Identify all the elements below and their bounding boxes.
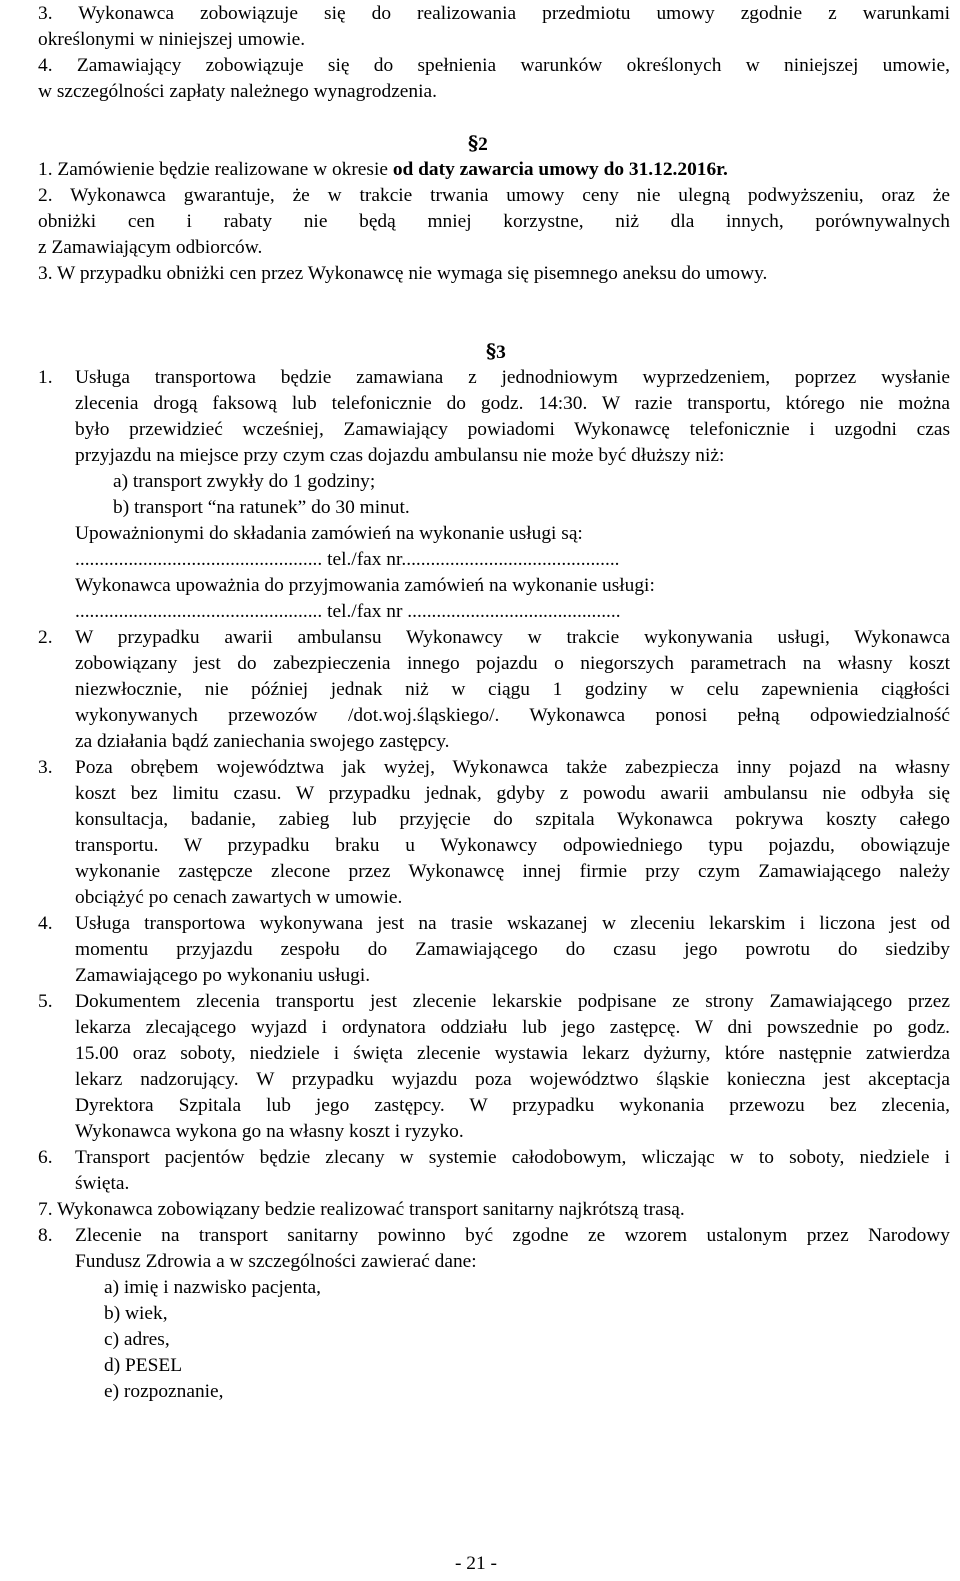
clause-3-1-line-2: zlecenia drogą faksową lub telefonicznie do godz. 14:30. W razie transportu, którego nie można — [75, 393, 950, 414]
clause-3-7: 7. Wykonawca zobowiązany bedzie realizować transport sanitarny najkrótszą trasą. — [38, 1199, 685, 1220]
clause-3-8-line-1: Zlecenie na transport sanitarny powinno być zgodne ze wzorem ustalonym przez Narodowy — [75, 1225, 950, 1246]
clause-3-5-line-2: lekarza zlecającego wyjazd i ordynatora oddziału lub jego zastępcę. W dni powszednie po godz. — [75, 1017, 950, 1038]
clause-3-4-line-3: Zamawiającego po wykonaniu usługi. — [75, 965, 371, 986]
clause-2-1-bold: od daty zawarcia umowy do 31.12.2016r. — [392, 159, 728, 180]
clause-3-3-line-2: koszt bez limitu czasu. W przypadku jednak, gdyby z powodu awarii ambulansu nie odbyła się — [75, 783, 950, 804]
clause-3-8-item-d: d) PESEL — [104, 1355, 183, 1376]
section-sign: § — [486, 340, 497, 363]
clause-3-3-line-5: wykonanie zastępcze zlecone przez Wykonawcę innej firmie przy czym Zamawiającego należy — [75, 861, 950, 882]
clause-2-2-line-2: obniżki cen i rabaty nie będą mniej korzystne, niż dla innych, porównywalnych — [38, 211, 950, 232]
clause-3-5-line-6: Wykonawca wykona go na własny koszt i ryzyko. — [75, 1121, 464, 1142]
clause-2-2-line-1: 2. Wykonawca gwarantuje, że w trakcie trwania umowy ceny nie ulegną podwyższeniu, oraz że — [38, 185, 950, 206]
clause-3-3-line-6: obciążyć po cenach zawartych w umowie. — [75, 887, 403, 908]
clause-1-4-line-2: w szczególności zapłaty należnego wynagrodzenia. — [38, 81, 437, 102]
clause-3-1-number: 1. — [38, 367, 53, 388]
clause-3-3-line-1: Poza obrębem województwa jak wyżej, Wykonawca także zabezpiecza inny pojazd na własny — [75, 757, 950, 778]
clause-3-3-number: 3. — [38, 757, 53, 778]
clause-3-2-line-3: niezwłocznie, nie później jednak niż w ciągu 1 godziny w celu zapewnienia ciągłości — [75, 679, 950, 700]
section-sign: § — [468, 132, 479, 155]
clause-3-1-line-4: przyjazdu na miejsce przy czym czas dojazdu ambulansu nie może być dłuższy niż: — [75, 445, 725, 466]
clause-3-8-item-e: e) rozpoznanie, — [104, 1381, 224, 1402]
clause-1-4-line-1: 4. Zamawiający zobowiązuje się do spełnienia warunków określonych w niniejszej umowie, — [38, 55, 950, 76]
clause-3-6-line-2: święta. — [75, 1173, 130, 1194]
clause-3-1-item-a: a) transport zwykły do 1 godziny; — [113, 471, 376, 492]
section-3-heading — [486, 339, 506, 366]
clause-1-3-line-1: 3. Wykonawca zobowiązuje się do realizowania przedmiotu umowy zgodnie z warunkami — [38, 3, 950, 24]
clause-3-4-line-1: Usługa transportowa wykonywana jest na trasie wskazanej w zleceniu lekarskim i liczona jest od — [75, 913, 950, 934]
clause-3-2-line-5: za działania bądź zaniechania swojego zastępcy. — [75, 731, 450, 752]
page-number: - 21 - — [455, 1553, 498, 1574]
clause-3-8-line-2: Fundusz Zdrowia a w szczególności zawierać dane: — [75, 1251, 477, 1272]
clause-3-1-authorized-ordering: Upoważnionymi do składania zamówień na wykonanie usługi są: — [75, 523, 583, 544]
clause-2-1-text: 1. Zamówienie będzie realizowane w okresie — [38, 159, 393, 180]
clause-2-1 — [38, 157, 950, 183]
clause-3-1-line-1: Usługa transportowa będzie zamawiana z jednodniowym wyprzedzeniem, poprzez wysłanie — [75, 367, 950, 388]
clause-3-3-line-3: konsultacja, badanie, zabieg lub przyjęcie do szpitala Wykonawca pokrywa koszty całego — [75, 809, 950, 830]
clause-3-5-line-4: lekarz nadzorujący. W przypadku wyjazdu poza województwo śląskie konieczna jest akceptacja — [75, 1069, 950, 1090]
clause-3-6-number: 6. — [38, 1147, 53, 1168]
clause-3-1-line-3: było przewidzieć wcześniej, Zamawiający powiadomi Wykonawcę telefonicznie i uzgodni czas — [75, 419, 950, 440]
clause-3-2-line-2: zobowiązany jest do zabezpieczenia innego pojazdu o niegorszych parametrach na własny koszt — [75, 653, 950, 674]
clause-3-8-number: 8. — [38, 1225, 53, 1246]
clause-3-5-line-3: 15.00 oraz soboty, niedziele i święta zlecenie wystawia lekarz dyżurny, które następnie zatwierdza — [75, 1043, 950, 1064]
clause-3-6-line-1: Transport pacjentów będzie zlecany w systemie całodobowym, wliczając w to soboty, niedziele i — [75, 1147, 950, 1168]
section-number: 2 — [478, 134, 488, 155]
clause-3-4-line-2: momentu przyjazdu zespołu do Zamawiającego do czasu jego powrotu do siedziby — [75, 939, 950, 960]
clause-3-1-item-b: b) transport “na ratunek” do 30 minut. — [113, 497, 410, 518]
clause-3-8-item-c: c) adres, — [104, 1329, 170, 1350]
section-number: 3 — [496, 342, 506, 363]
clause-3-1-ordering-contact-blank: ................................................... tel./fax nr............................................. — [75, 549, 620, 570]
clause-3-3-line-4: transportu. W przypadku braku u Wykonawcy odpowiedniego typu pojazdu, obowiązuje — [75, 835, 950, 856]
clause-1-3-line-2: określonymi w niniejszej umowie. — [38, 29, 306, 50]
clause-3-4-number: 4. — [38, 913, 53, 934]
section-2-heading — [468, 131, 488, 158]
clause-3-5-line-1: Dokumentem zlecenia transportu jest zlecenie lekarskie podpisane ze strony Zamawiającego przez — [75, 991, 950, 1012]
clause-3-2-line-4: wykonywanych przewozów /dot.woj.śląskiego/. Wykonawca ponosi pełną odpowiedzialność — [75, 705, 950, 726]
clause-3-1-receiving-contact-blank: ................................................... tel./fax nr ............................................ — [75, 601, 621, 622]
clause-3-1-authorized-receiving: Wykonawca upoważnia do przyjmowania zamówień na wykonanie usługi: — [75, 575, 655, 596]
clause-3-5-line-5: Dyrektora Szpitala lub jego zastępcy. W przypadku wykonania przewozu bez zlecenia, — [75, 1095, 950, 1116]
clause-3-8-item-a: a) imię i nazwisko pacjenta, — [104, 1277, 321, 1298]
clause-2-3: 3. W przypadku obniżki cen przez Wykonawcę nie wymaga się pisemnego aneksu do umowy. — [38, 263, 768, 284]
clause-3-2-number: 2. — [38, 627, 53, 648]
clause-3-8-item-b: b) wiek, — [104, 1303, 168, 1324]
clause-3-5-number: 5. — [38, 991, 53, 1012]
clause-3-2-line-1: W przypadku awarii ambulansu Wykonawcy w trakcie wykonywania usługi, Wykonawca — [75, 627, 950, 648]
clause-2-2-line-3: z Zamawiającym odbiorców. — [38, 237, 263, 258]
